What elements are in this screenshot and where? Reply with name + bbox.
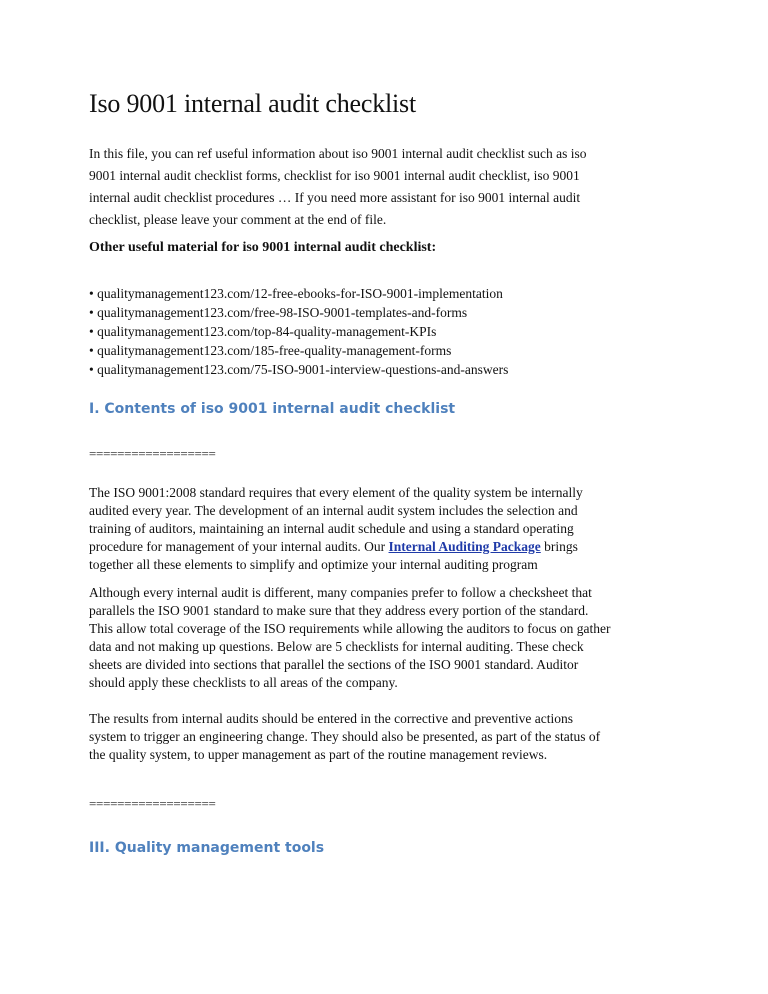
paragraph-line: training of auditors, maintaining an internal audit schedule and using a standard operating (89, 521, 574, 536)
paragraph-text: brings (540, 539, 578, 554)
paragraph-text: procedure for management of your internal audits. Our (89, 539, 389, 554)
paragraph-line: This allow total coverage of the ISO requirements while allowing the auditors to focus on gather (89, 621, 611, 636)
resource-link-item[interactable]: • qualitymanagement123.com/185-free-quality-management-forms (89, 343, 452, 358)
resource-link-item[interactable]: • qualitymanagement123.com/75-ISO-9001-interview-questions-and-answers (89, 362, 509, 377)
separator-line: ================== (89, 796, 216, 811)
paragraph-line: parallels the ISO 9001 standard to make sure that they address every portion of the standard. (89, 603, 589, 618)
paragraph-line: audited every year. The development of an internal audit system includes the selection and (89, 503, 578, 518)
paragraph-line: together all these elements to simplify and optimize your internal auditing program (89, 557, 538, 572)
resource-link-item[interactable]: • qualitymanagement123.com/free-98-ISO-9001-templates-and-forms (89, 305, 468, 320)
intro-paragraph (89, 143, 669, 231)
section-3-heading: III. Quality management tools (89, 840, 325, 856)
internal-auditing-package-link[interactable]: Internal Auditing Package (388, 539, 541, 554)
section-1-heading: I. Contents of iso 9001 internal audit checklist (89, 401, 456, 417)
intro-line: checklist, please leave your comment at the end of file. (89, 212, 387, 227)
intro-line: 9001 internal audit checklist forms, checklist for iso 9001 internal audit checklist, iso 9001 (89, 168, 580, 183)
resource-link-item[interactable]: • qualitymanagement123.com/top-84-quality-management-KPIs (89, 324, 437, 339)
paragraph-line: The ISO 9001:2008 standard requires that every element of the quality system be internally (89, 485, 583, 500)
resource-link-list (89, 284, 508, 379)
paragraph-iso-standard (89, 484, 689, 574)
paragraph-line: The results from internal audits should be entered in the corrective and preventive actions (89, 711, 573, 726)
paragraph-audit-results (89, 710, 689, 764)
paragraph-line: data and not making up questions. Below are 5 checklists for internal auditing. These check (89, 639, 584, 654)
paragraph-line: sheets are divided into sections that parallel the sections of the ISO 9001 standard. Auditor (89, 657, 579, 672)
paragraph-checksheet (89, 584, 689, 692)
separator-line: ================== (89, 446, 216, 461)
paragraph-line: Although every internal audit is different, many companies prefer to follow a checksheet that (89, 585, 592, 600)
resource-link-item[interactable]: • qualitymanagement123.com/12-free-ebooks-for-ISO-9001-implementation (89, 286, 503, 301)
intro-line: internal audit checklist procedures … If you need more assistant for iso 9001 internal audit (89, 190, 581, 205)
useful-material-heading: Other useful material for iso 9001 internal audit checklist: (89, 240, 437, 255)
paragraph-line: the quality system, to upper management as part of the routine management reviews. (89, 747, 548, 762)
paragraph-line: should apply these checklists to all areas of the company. (89, 675, 398, 690)
intro-line: In this file, you can ref useful information about iso 9001 internal audit checklist such as iso (89, 146, 587, 161)
paragraph-line (89, 538, 689, 556)
paragraph-line: system to trigger an engineering change. They should also be presented, as part of the status of (89, 729, 601, 744)
document-title: Iso 9001 internal audit checklist (89, 89, 416, 118)
